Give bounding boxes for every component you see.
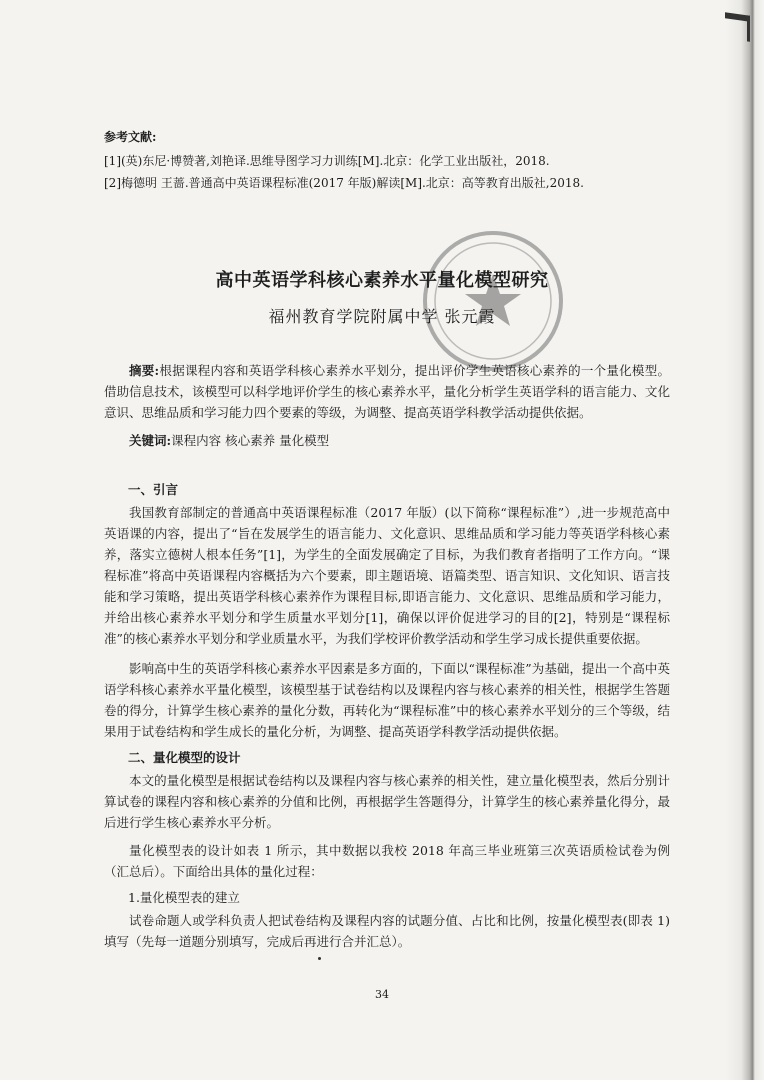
references-heading: 参考文献: xyxy=(104,130,157,144)
section-heading-introduction: 一、引言 xyxy=(128,482,179,497)
subsection-heading: 1.量化模型表的建立 xyxy=(128,890,240,905)
keywords xyxy=(104,430,670,451)
abstract-label: 摘要: xyxy=(129,363,160,378)
print-speck xyxy=(318,957,321,960)
reference-item-2: [2]梅德明 王蔷.普通高中英语课程标准(2017 年版)解读[M].北京：高等教育出版社,2018. xyxy=(104,176,584,190)
abstract xyxy=(104,360,670,423)
page-number: 34 xyxy=(375,988,389,1001)
paragraph-3: 本文的量化模型是根据试卷结构以及课程内容与核心素养的相关性，建立量化模型表，然后分别计算试卷的课程内容和核心素养的分值和比例，再根据学生答题得分，计算学生的核心素养量化得分，最后进行学生核心素养水平分析。 xyxy=(104,773,670,830)
article-author: 福州教育学院附属中学 张元霞 xyxy=(268,307,496,326)
book-spine-shadow xyxy=(726,0,764,1080)
reference-item-1: [1](英)东尼·博赞著,刘艳译.思维导图学习力训练[M].北京：化学工业出版社，2018. xyxy=(104,154,550,168)
binding-mark xyxy=(725,12,750,42)
section-heading-model-design: 二、量化模型的设计 xyxy=(128,750,241,765)
article-title: 高中英语学科核心素养水平量化模型研究 xyxy=(215,270,549,291)
paragraph-4: 量化模型表的设计如表 1 所示，其中数据以我校 2018 年高三毕业班第三次英语质检试卷为例（汇总后）。下面给出具体的量化过程： xyxy=(104,843,670,879)
school-seal-stamp xyxy=(418,226,568,376)
paragraph-5: 试卷命题人或学科负责人把试卷结构及课程内容的试题分值、占比和比例，按量化模型表(即表 1)填写（先每一道题分别填写，完成后再进行合并汇总）。 xyxy=(104,913,670,949)
paragraph-2: 影响高中生的英语学科核心素养水平因素是多方面的，下面以“课程标准”为基础，提出一个高中英语学科核心素养水平量化模型，该模型基于试卷结构以及课程内容与核心素养的相关性，根据学生答题卷的得分，计算学生核心素养的量化分数，再转化为“课程标准”中的核心素养水平划分的三个等级，结果用于试卷结构和学生成长的量化分析，为调整、提高英语学科教学活动提供依据。 xyxy=(104,661,670,739)
paragraph-1: 我国教育部制定的普通高中英语课程标准（2017 年版）(以下简称“课程标准”）,进一步规范高中英语课的内容，提出了“旨在发展学生的语言能力、文化意识、思维品质和学习能力等英语学科核心素养，落实立德树人根本任务”[1]，为学生的全面发展确定了目标，为我们教育者指明了工作方向。“课程标准”将高中英语课程内容概括为六个要素，即主题语境、语篇类型、语言知识、文化知识、语言技能和学习策略，提出英语学科核心素养作为课程目标,即语言能力、文化意识、思维品质和学习能力，并给出核心素养水平划分和学生质量水平划分[1]，确保以评价促进学习的目的[2]，特别是“课程标准”的核心素养水平划分和学业质量水平，为我们学校评价教学活动和学生学习成长提供重要依据。 xyxy=(104,505,670,646)
abstract-text: 根据课程内容和英语学科核心素养水平划分，提出评价学生英语核心素养的一个量化模型。借助信息技术，该模型可以科学地评价学生的核心素养水平，量化分析学生英语学科的语言能力、文化意识、思维品质和学习能力四个要素的等级，为调整、提高英语学科教学活动提供依据。 xyxy=(104,363,670,420)
keywords-text: 课程内容 核心素养 量化模型 xyxy=(171,433,330,448)
keywords-label: 关键词: xyxy=(129,433,172,448)
